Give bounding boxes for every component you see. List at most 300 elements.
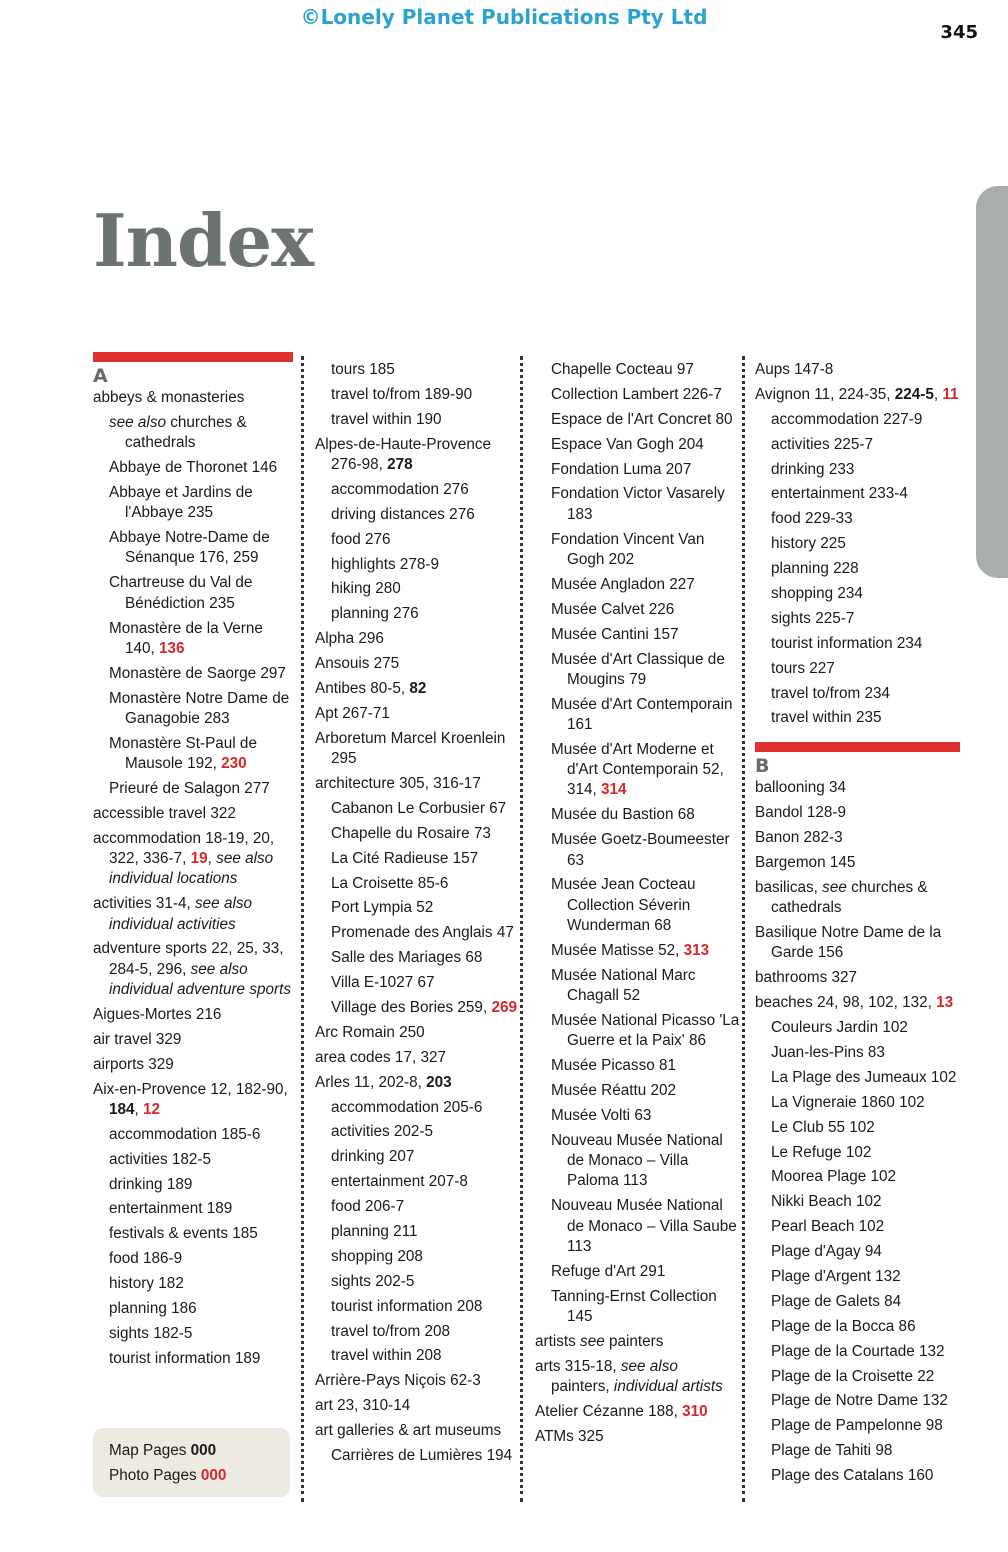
entry-text: sights 202-5 [331, 1272, 415, 1290]
index-subentry [535, 530, 740, 571]
entry-text: accommodation 205-6 [331, 1098, 483, 1116]
entry-text: Musée d'Art Contemporain 161 [551, 695, 733, 733]
index-subentry [755, 509, 960, 529]
index-subentry [755, 559, 960, 579]
entry-text: activities 225-7 [771, 435, 874, 453]
index-subentry [93, 689, 293, 730]
entry-text: Carrières de Lumières 194 [331, 1447, 513, 1464]
entry-text: travel to/from 234 [771, 684, 891, 702]
entry-text: activities 31-4, [93, 895, 196, 913]
index-entry [315, 1396, 520, 1416]
entry-text: airports 329 [93, 1055, 174, 1073]
index-subentry [535, 1081, 740, 1101]
index-subentry [535, 1287, 740, 1328]
index-subentry [535, 1262, 740, 1282]
column-divider [520, 356, 523, 1502]
column-divider [301, 356, 304, 1502]
entry-text: shopping 208 [331, 1247, 423, 1265]
cross-reference: see also [109, 413, 166, 431]
index-subentry [315, 555, 520, 575]
entry-text: Chartreuse du Val de Bénédiction 235 [109, 574, 253, 612]
entry-text: accommodation 18-19, 20, 322, 336-7, [93, 829, 275, 868]
map-page-ref: 184 [109, 1100, 135, 1118]
entry-text: entertainment 189 [109, 1200, 233, 1218]
map-page-ref: 203 [426, 1073, 452, 1091]
index-entry [93, 1030, 293, 1050]
entry-text: Musée National Picasso 'La Guerre et la Paix' 86 [551, 1012, 740, 1050]
entry-text: Promenade des Anglais 47 [331, 924, 514, 942]
index-entry [93, 388, 293, 408]
map-pages-value: 000 [190, 1442, 217, 1459]
entry-text: Le Club 55 102 [771, 1118, 875, 1136]
entry-text: Musée Goetz-Boumeester 63 [551, 831, 730, 869]
entry-text: Espace Van Gogh 204 [551, 435, 704, 453]
index-subentry [755, 1267, 960, 1287]
entry-text: La Cité Radieuse 157 [331, 849, 479, 867]
entry-text: Village des Bories 259, [331, 998, 492, 1016]
index-subentry [535, 575, 740, 595]
entry-text: churches & cathedrals [125, 413, 247, 452]
entry-text: tours 227 [771, 659, 835, 677]
photo-page-ref: 310 [682, 1402, 708, 1420]
entry-text: Basilique Notre Dame de la Garde 156 [755, 924, 942, 962]
entry-text: Antibes 80-5, [315, 679, 410, 697]
entry-text: Plage de Tahiti 98 [771, 1442, 893, 1460]
entry-text: ATMs 325 [535, 1427, 604, 1445]
index-subentry [755, 1217, 960, 1237]
entry-text: Aigues-Mortes 216 [93, 1005, 222, 1023]
cross-reference: see [580, 1332, 605, 1350]
photo-page-ref: 13 [936, 994, 954, 1012]
entry-text: Musée Volti 63 [551, 1106, 652, 1124]
index-subentry [315, 1172, 520, 1192]
entry-text: art 23, 310-14 [315, 1397, 411, 1415]
index-entry [755, 360, 960, 380]
entry-text: planning 276 [331, 605, 419, 623]
entry-text: La Vigneraie 1860 102 [771, 1093, 925, 1111]
index-column-3 [535, 360, 740, 1452]
index-subentry [93, 1274, 293, 1294]
entry-text: Chapelle Cocteau 97 [551, 361, 694, 378]
index-subentry [315, 923, 520, 943]
entry-text: Arles 11, 202-8, [315, 1073, 427, 1091]
index-subentry [93, 1150, 293, 1170]
index-subentry [93, 458, 293, 478]
entry-text: Musée National Marc Chagall 52 [551, 966, 696, 1005]
entry-text: Monastère de la Verne 140, [109, 619, 263, 657]
index-subentry [93, 1324, 293, 1344]
index-subentry [315, 973, 520, 993]
entry-text: Tanning-Ernst Collection 145 [551, 1287, 717, 1326]
index-subentry [535, 435, 740, 455]
entry-text: planning 211 [331, 1222, 418, 1240]
entry-text: travel within 235 [771, 709, 882, 727]
entry-text: adventure sports 22, 25, 33, 284-5, 296, [93, 940, 284, 978]
index-subentry [315, 530, 520, 550]
index-entry [315, 679, 520, 699]
index-subentry [755, 634, 960, 654]
entry-text: Refuge d'Art 291 [551, 1262, 666, 1280]
index-subentry [315, 1147, 520, 1167]
index-entry [535, 1332, 740, 1352]
index-subentry [315, 1222, 520, 1242]
index-entry [93, 894, 293, 935]
index-subentry [535, 625, 740, 645]
entry-text: painters, [551, 1378, 614, 1396]
entry-text: Pearl Beach 102 [771, 1218, 885, 1236]
index-subentry [315, 1446, 520, 1466]
index-subentry [93, 779, 293, 799]
photo-pages-label: Photo Pages [109, 1467, 197, 1484]
index-entry [315, 1023, 520, 1043]
entry-text: Le Refuge 102 [771, 1143, 872, 1161]
entry-text: travel to/from 208 [331, 1322, 451, 1340]
index-entry [755, 385, 960, 405]
entry-text: drinking 189 [109, 1175, 193, 1193]
entry-text: Salle des Mariages 68 [331, 949, 483, 967]
index-entry [93, 1005, 293, 1025]
photo-page-ref: 136 [159, 639, 185, 657]
entry-text: entertainment 207-8 [331, 1173, 468, 1191]
entry-text: Abbaye Notre-Dame de Sénanque 176, 259 [109, 529, 270, 567]
entry-text: Arboretum Marcel Kroenlein 295 [315, 729, 506, 768]
entry-text: drinking 207 [331, 1148, 415, 1166]
index-subentry [755, 1441, 960, 1461]
photo-pages-legend [109, 1463, 290, 1488]
entry-text: Villa E-1027 67 [331, 974, 435, 992]
thumb-index-tab [976, 186, 1008, 578]
index-subentry [315, 874, 520, 894]
entry-text: Plage de Notre Dame 132 [771, 1392, 948, 1410]
entry-text: Nikki Beach 102 [771, 1193, 882, 1211]
entry-text: activities 202-5 [331, 1123, 434, 1141]
index-subentry [755, 684, 960, 704]
index-entry [93, 939, 293, 1000]
entry-text: planning 228 [771, 560, 859, 578]
index-subentry [93, 664, 293, 684]
entry-text: Musée d'Art Classique de Mougins 79 [551, 650, 725, 688]
entry-text: painters [604, 1332, 664, 1350]
index-entry [535, 1357, 740, 1398]
index-subentry [315, 1346, 520, 1366]
index-column-1 [93, 360, 293, 1374]
entry-text: entertainment 233-4 [771, 485, 908, 503]
index-subentry [535, 600, 740, 620]
entry-text: La Croisette 85-6 [331, 874, 449, 892]
index-subentry [315, 604, 520, 624]
entry-text: accommodation 227-9 [771, 410, 923, 428]
index-subentry [315, 824, 520, 844]
index-subentry [315, 480, 520, 500]
map-page-ref: 224-5 [894, 385, 934, 403]
entry-text: Arrière-Pays Niçois 62-3 [315, 1372, 481, 1390]
entry-text: Port Lympia 52 [331, 899, 434, 917]
photo-page-ref: 314 [601, 781, 627, 799]
entry-text: Bandol 128-9 [755, 804, 847, 822]
section-bar [93, 352, 293, 362]
index-subentry [535, 941, 740, 961]
entry-text: Plage d'Agay 94 [771, 1243, 882, 1261]
cross-reference: individual artists [613, 1378, 723, 1396]
section-letter: A [93, 365, 108, 387]
entry-text: accommodation 185-6 [109, 1125, 261, 1143]
index-subentry [93, 413, 293, 454]
entry-text: Fondation Victor Vasarely 183 [551, 485, 725, 523]
index-subentry [315, 1098, 520, 1118]
index-subentry [755, 1018, 960, 1038]
entry-text: air travel 329 [93, 1030, 182, 1048]
entry-text: Couleurs Jardin 102 [771, 1019, 908, 1037]
index-subentry [535, 460, 740, 480]
entry-text: sights 182-5 [109, 1324, 193, 1342]
index-subentry [93, 573, 293, 614]
index-subentry [755, 1192, 960, 1212]
index-subentry [535, 805, 740, 825]
entry-text: Nouveau Musée National de Monaco – Villa Paloma 113 [551, 1131, 723, 1190]
entry-text: Aups 147-8 [755, 361, 834, 378]
entry-text: Aix-en-Provence 12, 182-90, [93, 1080, 288, 1098]
entry-text: history 182 [109, 1275, 184, 1293]
index-subentry [755, 609, 960, 629]
page-number: 345 [940, 22, 978, 43]
index-subentry [93, 1125, 293, 1145]
entry-text: accommodation 276 [331, 480, 469, 498]
cross-reference: see also [620, 1357, 678, 1375]
entry-text: Musée Réattu 202 [551, 1082, 677, 1100]
entry-text: architecture 305, 316-17 [315, 774, 481, 792]
entry-text: Musée Matisse 52, [551, 941, 684, 959]
index-subentry [315, 1122, 520, 1142]
index-column-4 [755, 360, 960, 1491]
index-subentry [93, 1175, 293, 1195]
map-pages-label: Map Pages [109, 1442, 187, 1459]
entry-text: Musée Angladon 227 [551, 575, 695, 593]
index-subentry [755, 460, 960, 480]
copyright-notice: ©Lonely Planet Publications Pty Ltd [300, 5, 708, 29]
section-bar [755, 742, 960, 752]
index-subentry [755, 1143, 960, 1163]
index-subentry [315, 998, 520, 1018]
index-subentry [315, 1322, 520, 1342]
entry-text: Arc Romain 250 [315, 1023, 425, 1041]
photo-page-ref: 12 [143, 1100, 161, 1118]
entry-text: tourist information 189 [109, 1349, 261, 1367]
photo-page-ref: 313 [683, 941, 710, 959]
index-subentry [93, 528, 293, 569]
index-subentry [755, 1391, 960, 1411]
entry-text: Monastère Notre Dame de Ganagobie 283 [109, 689, 290, 727]
index-subentry [93, 1299, 293, 1319]
entry-text: Atelier Cézanne 188, [535, 1402, 683, 1420]
entry-text: arts 315-18, [535, 1357, 621, 1375]
entry-text: , [207, 850, 217, 868]
entry-text: accessible travel 322 [93, 804, 236, 822]
entry-text: , [134, 1100, 144, 1118]
index-subentry [535, 1106, 740, 1126]
index-subentry [535, 875, 740, 936]
entry-text: travel to/from 189-90 [331, 385, 473, 403]
entry-text: Apt 267-71 [315, 704, 390, 722]
index-subentry [755, 1242, 960, 1262]
index-entry [315, 1048, 520, 1068]
index-subentry [755, 484, 960, 504]
index-subentry [315, 849, 520, 869]
map-pages-legend [109, 1438, 290, 1463]
entry-text: activities 182-5 [109, 1150, 212, 1168]
photo-page-ref: 269 [491, 998, 517, 1016]
entry-text: abbeys & monasteries [93, 389, 245, 406]
index-subentry [535, 1011, 740, 1052]
index-subentry [755, 435, 960, 455]
photo-page-ref: 11 [942, 385, 959, 403]
index-entry [315, 1371, 520, 1391]
entry-text: Alpha 296 [315, 630, 384, 648]
entry-text: Plage de Galets 84 [771, 1292, 902, 1310]
entry-text: shopping 234 [771, 585, 863, 603]
entry-text: Abbaye de Thoronet 146 [109, 459, 278, 477]
entry-text: Fondation Luma 207 [551, 460, 692, 478]
index-subentry [755, 584, 960, 604]
entry-text: basilicas, [755, 878, 823, 896]
index-subentry [535, 360, 740, 380]
index-subentry [755, 1093, 960, 1113]
entry-text: tourist information 208 [331, 1297, 483, 1315]
entry-text: Moorea Plage 102 [771, 1168, 897, 1186]
entry-text: Monastère de Saorge 297 [109, 664, 286, 682]
entry-text: tours 185 [331, 361, 395, 378]
index-subentry [755, 1068, 960, 1088]
entry-text: Musée Jean Cocteau Collection Séverin Wunderman 68 [551, 876, 696, 935]
index-subentry [755, 659, 960, 679]
index-subentry [535, 385, 740, 405]
index-entry [315, 729, 520, 770]
index-entry [535, 1402, 740, 1422]
entry-text: food 276 [331, 530, 391, 548]
index-subentry [315, 799, 520, 819]
index-subentry [315, 898, 520, 918]
index-subentry [93, 483, 293, 524]
photo-page-ref: 230 [221, 755, 247, 773]
entry-text: tourist information 234 [771, 634, 923, 652]
entry-text: Juan-les-Pins 83 [771, 1043, 885, 1061]
index-entry [315, 654, 520, 674]
index-subentry [535, 1056, 740, 1076]
index-subentry [535, 966, 740, 1007]
section-letter: B [755, 755, 770, 778]
entry-text: food 229-33 [771, 510, 853, 528]
index-entry [315, 1073, 520, 1093]
entry-text: highlights 278-9 [331, 555, 440, 573]
entry-text: hiking 280 [331, 580, 401, 598]
entry-text: Plage de Pampelonne 98 [771, 1417, 943, 1435]
index-subentry [315, 505, 520, 525]
index-entry [755, 993, 960, 1013]
entry-text: food 206-7 [331, 1198, 405, 1216]
entry-text: sights 225-7 [771, 609, 855, 627]
index-entry [93, 829, 293, 890]
entry-text: history 225 [771, 535, 846, 553]
column-divider [742, 356, 745, 1502]
index-subentry [755, 410, 960, 430]
index-subentry [315, 410, 520, 430]
entry-text: Banon 282-3 [755, 829, 843, 847]
index-entry [93, 804, 293, 824]
index-subentry [755, 1342, 960, 1362]
index-subentry [535, 830, 740, 871]
index-subentry [755, 1367, 960, 1387]
entry-text: planning 186 [109, 1300, 197, 1318]
entry-text: festivals & events 185 [109, 1225, 258, 1243]
page-legend [93, 1428, 290, 1497]
entry-text: Plage d'Argent 132 [771, 1267, 901, 1285]
entry-text: Monastère St-Paul de Mausole 192, [109, 734, 257, 773]
entry-text: artists [535, 1332, 581, 1350]
index-subentry [755, 1317, 960, 1337]
entry-text: bathrooms 327 [755, 969, 858, 987]
index-subentry [535, 410, 740, 430]
cross-reference: see also individual adventure sports [109, 960, 291, 999]
map-page-ref: 278 [387, 455, 413, 473]
entry-text: ballooning 34 [755, 779, 847, 797]
index-subentry [93, 1249, 293, 1269]
index-subentry [315, 579, 520, 599]
index-entry [755, 803, 960, 823]
entry-text: driving distances 276 [331, 505, 475, 523]
entry-text: art galleries & art museums [315, 1422, 502, 1440]
index-entry [755, 878, 960, 919]
entry-text: Musée Calvet 226 [551, 600, 675, 618]
cross-reference: see also individual locations [109, 850, 274, 888]
index-entry [93, 1055, 293, 1075]
page-title: Index [93, 198, 314, 283]
entry-text: Musée du Bastion 68 [551, 806, 695, 824]
photo-pages-value: 000 [200, 1467, 227, 1484]
index-column-2 [315, 360, 520, 1471]
index-subentry [315, 1247, 520, 1267]
entry-text: beaches 24, 98, 102, 132, [755, 994, 937, 1012]
index-subentry [93, 734, 293, 775]
index-subentry [755, 708, 960, 728]
index-subentry [755, 1292, 960, 1312]
entry-text: Alpes-de-Haute-Provence 276-98, [315, 435, 492, 473]
index-subentry [755, 1118, 960, 1138]
index-subentry [535, 740, 740, 801]
index-subentry [315, 948, 520, 968]
index-subentry [755, 1167, 960, 1187]
index-entry [315, 704, 520, 724]
index-subentry [315, 385, 520, 405]
index-subentry [535, 484, 740, 525]
index-subentry [93, 1199, 293, 1219]
entry-text: Avignon 11, 224-35, [755, 385, 895, 403]
index-entry [315, 774, 520, 794]
entry-text: Plage de la Bocca 86 [771, 1317, 916, 1335]
index-subentry [535, 1196, 740, 1257]
index-subentry [535, 695, 740, 736]
index-entry [535, 1427, 740, 1447]
entry-text: Chapelle du Rosaire 73 [331, 824, 491, 842]
index-entry [755, 778, 960, 798]
entry-text: Ansouis 275 [315, 655, 400, 673]
index-subentry [535, 1131, 740, 1192]
entry-text: , [933, 385, 943, 403]
entry-text: area codes 17, 327 [315, 1048, 446, 1066]
index-entry [755, 853, 960, 873]
entry-text: drinking 233 [771, 460, 855, 478]
index-subentry [315, 1297, 520, 1317]
index-subentry [755, 1416, 960, 1436]
entry-text: Espace de l'Art Concret 80 [551, 410, 733, 428]
